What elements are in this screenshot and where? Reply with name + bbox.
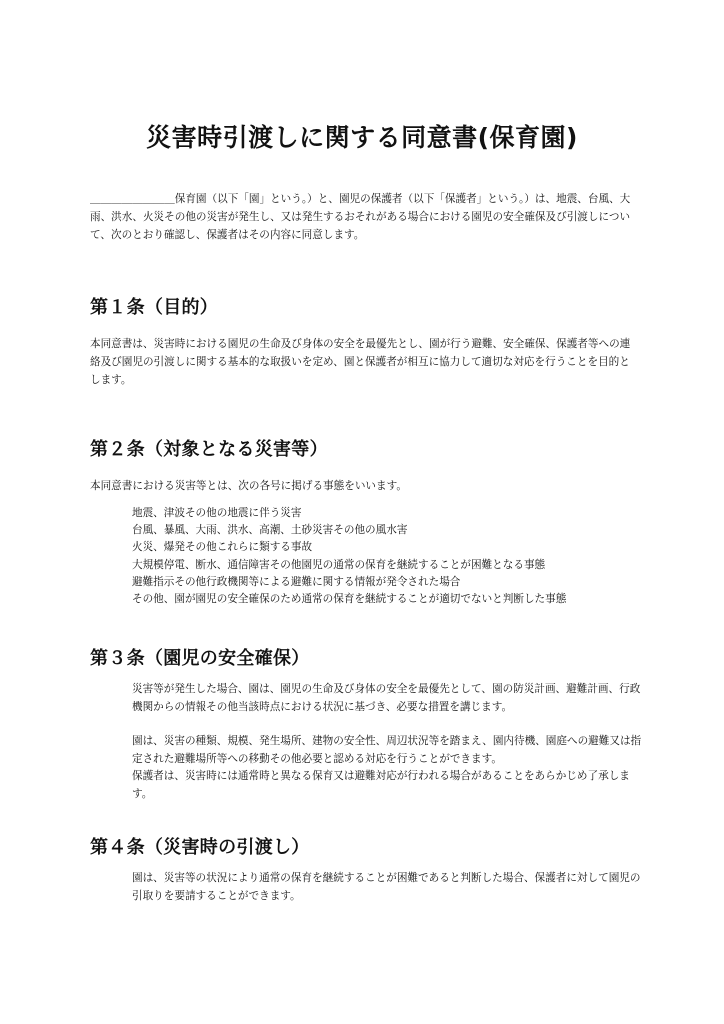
article-2-item-list — [132, 505, 642, 608]
article-3-paragraph-1: 災害等が発生した場合、園は、園児の生命及び身体の安全を最優先として、園の防災計画、避難計画、行政機関からの情報その他当該時点における状況に基づき、必要な措置を講じます。 — [132, 683, 641, 713]
list-item: 台風、暴風、大雨、洪水、高潮、土砂災害その他の風水害 — [132, 524, 408, 537]
intro-paragraph: ＿＿＿＿＿＿＿＿保育園（以下「園」という。）と、園児の保護者（以下「保護者」という。）は、地震、台風、大雨、洪水、火災その他の災害が発生し、又は発生するおそれがある場合における園児の安全確保及び引渡しについて、次のとおり確認し、保護者はその内容に同意します。 — [90, 193, 631, 241]
article-4-heading: 第４条（災害時の引渡し） — [90, 837, 310, 858]
list-item: 地震、津波その他の地震に伴う災害 — [132, 507, 302, 519]
article-1-body: 本同意書は、災害時における園児の生命及び身体の安全を最優先とし、園が行う避難、安全確保、保護者等への連絡及び園児の引渡しに関する基本的な取扱いを定め、園と保護者が相互に協力して適切な対応を行うことを目的とします。 — [90, 338, 631, 386]
article-3-paragraph-2: 園は、災害の種類、規模、発生場所、建物の安全性、周辺状況等を踏まえ、園内待機、園庭への避難又は指定された避難場所等への移動その他必要と認める対応を行うことができます。 — [132, 735, 642, 765]
list-item: 大規模停電、断水、通信障害その他園児の通常の保育を継続することが困難となる事態 — [132, 558, 546, 571]
list-item: 火災、爆発その他これらに類する事故 — [132, 541, 313, 554]
article-3-paragraph-3: 保護者は、災害時には通常時と異なる保育又は避難対応が行われる場合があることをあらかじめ了承します。 — [132, 770, 630, 800]
article-2-heading: 第２条（対象となる災害等） — [90, 439, 328, 460]
list-item: 避難指示その他行政機関等による避難に関する情報が発令された場合 — [132, 575, 461, 588]
list-item: その他、園が園児の安全確保のため通常の保育を継続することが適切でないと判断した事態 — [132, 593, 567, 606]
article-2-body: 本同意書における災害等とは、次の各号に掲げる事態をいいます。 — [90, 480, 407, 492]
article-3-heading: 第３条（園児の安全確保） — [90, 648, 310, 669]
document-title: 災害時引渡しに関する同意書(保育園) — [146, 123, 578, 152]
article-1-heading: 第１条（目的） — [90, 297, 219, 318]
article-4-paragraph-1: 園は、災害等の状況により通常の保育を継続することが困難であると判断した場合、保護者に対して園児の引取りを要請することができます。 — [132, 872, 641, 902]
